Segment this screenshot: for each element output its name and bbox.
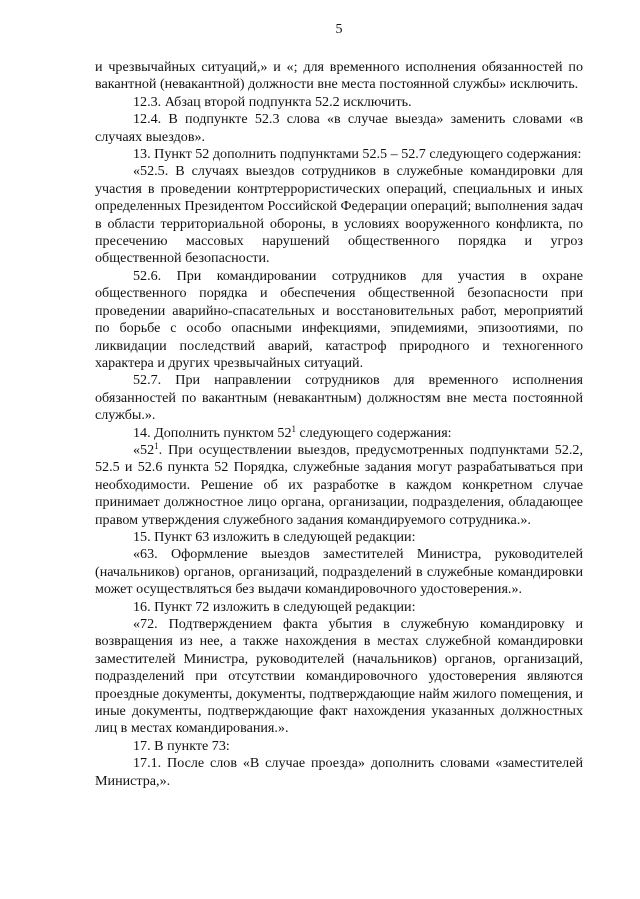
paragraph-15: 15. Пункт 63 изложить в следующей редакции: — [133, 528, 416, 545]
paragraph-72: «72. Подтверждением факта убытия в служебную командировку и возвращения из нее, а также нахождения в местах служебной командировки заместителей Министра, руководителей (начальников) органов, организаций, подразделений при отсутствии командировочного удостоверения являются проездные документы, документы, подтверждающие найм жилого помещения, и иные документы, подтверждающие факт нахождения указанных должностных лиц в местах командирования.». — [95, 616, 583, 737]
paragraph-63: «63. Оформление выездов заместителей Министра, руководителей (начальников) органов, организаций, подразделений в служебные командировки может осуществляться без выдачи командировочного удостоверения.». — [95, 546, 583, 598]
paragraph-14-tail: следующего содержания: — [296, 424, 452, 441]
paragraph-12-4: 12.4. В подпункте 52.3 слова «в случае выезда» заменить словами «в случаях выездов». — [95, 111, 583, 145]
paragraph-52-7: 52.7. При направлении сотрудников для временного исполнения обязанностей по вакантным (невакантным) должностям вне места постоянной службы.». — [95, 372, 583, 424]
paragraph-52-1-text: «52 — [133, 441, 155, 458]
paragraph-52-1-sup: 1 — [154, 440, 159, 451]
paragraph-12-3: 12.3. Абзац второй подпункта 52.2 исключить. — [133, 93, 412, 110]
paragraph-16: 16. Пункт 72 изложить в следующей редакции: — [133, 598, 416, 615]
page-number: 5 — [335, 22, 343, 37]
paragraph-52-5: «52.5. В случаях выездов сотрудников в служебные командировки для участия в проведении контртеррористических операций, специальных и иных определенных Президентом Российской Федерации операций; выполнения задач в области территориальной обороны, в условиях вооруженного конфликта, по пресечению массовых нарушений общественного порядка и угроз общественной безопасности. — [95, 163, 583, 267]
paragraph-14-text: 14. Дополнить пунктом 52 — [133, 424, 292, 441]
paragraph-17-1: 17.1. После слов «В случае проезда» дополнить словами «заместителей Министра,». — [95, 755, 583, 789]
paragraph-52-1 — [95, 442, 583, 529]
paragraph-continuation: и чрезвычайных ситуаций,» и «; для временного исполнения обязанностей по вакантной (невакантной) должности вне места постоянной службы» исключить. — [95, 59, 583, 93]
paragraph-14-sup: 1 — [291, 423, 297, 434]
paragraph-17: 17. В пункте 73: — [133, 737, 230, 754]
document-page — [95, 0, 583, 899]
paragraph-13: 13. Пункт 52 дополнить подпунктами 52.5 – 52.7 следующего содержания: — [133, 146, 582, 163]
document-body — [95, 59, 583, 790]
paragraph-14 — [95, 425, 583, 442]
paragraph-52-1-tail: . При осуществлении выездов, предусмотренных подпунктами 52.2, 52.5 и 52.6 пункта 52 Порядка, служебные задания могут разрабатываться при необходимости. Решение об их разработке в каждом конкретном случае принимает должностное лицо органа, организации, подразделения, обладающее правом утверждения служебного задания командируемого сотрудника.». — [95, 441, 583, 528]
paragraph-52-6: 52.6. При командировании сотрудников для участия в охране общественного порядка и обеспечения общественной безопасности при проведении аварийно-спасательных и восстановительных работ, мероприятий по борьбе с особо опасными инфекциями, эпидемиями, эпизоотиями, по ликвидации последствий аварий, катастроф природного и техногенного характера и других чрезвычайных ситуаций. — [95, 267, 583, 371]
